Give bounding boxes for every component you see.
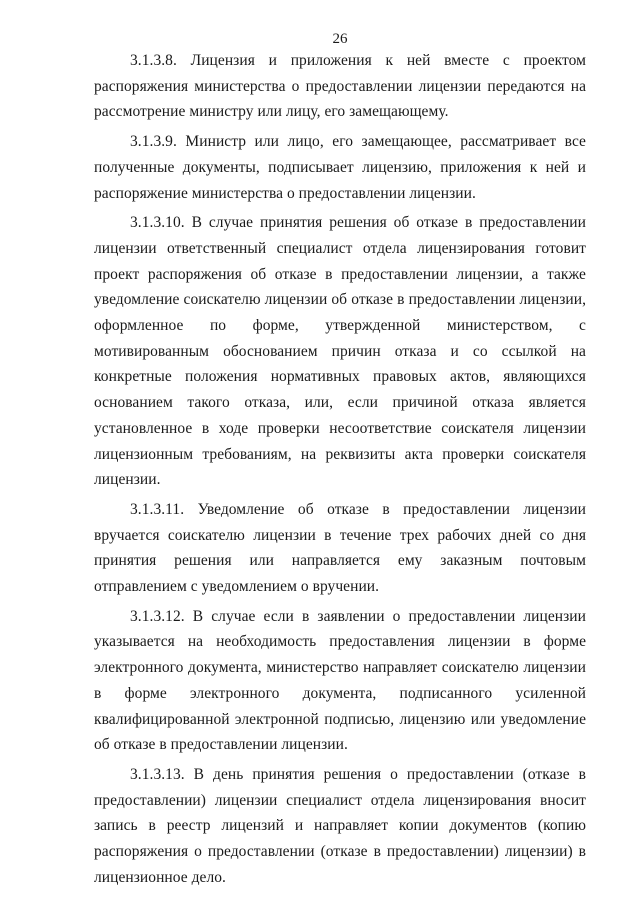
paragraph-3-1-3-10: 3.1.3.10. В случае принятия решения об отказе в предоставлении лицензии ответственный специалист отдела лицензирования готовит проект распоряжения об отказе в предоставлении лицензии, а также уведомление соискателю лицензии об отказе в предоставлении лицензии, оформленное по форме, утвержденной министерством, с мотивированным обоснованием причин отказа и со ссылкой на конкретные положения нормативных правовых актов, являющихся основанием такого отказа, или, если причиной отказа является установленное в ходе проверки несоответствие соискателя лицензии лицензионным требованиям, на реквизиты акта проверки соискателя лицензии. <box>94 214 586 489</box>
paragraph-3-1-3-13: 3.1.3.13. В день принятия решения о предоставлении (отказе в предоставлении) лицензии специалист отдела лицензирования вносит запись в реестр лицензий и направляет копии документов (копию распоряжения о предоставлении (отказе в предоставлении) лицензии) в лицензионное дело. <box>94 765 586 886</box>
document-body <box>94 48 586 895</box>
page-number: 26 <box>332 31 348 47</box>
paragraph-3-1-3-8: 3.1.3.8. Лицензия и приложения к ней вместе с проектом распоряжения министерства о предоставлении лицензии передаются на рассмотрение министру или лицу, его замещающему. <box>94 52 586 121</box>
paragraph-3-1-3-9: 3.1.3.9. Министр или лицо, его замещающее, рассматривает все полученные документы, подписывает лицензию, приложения к ней и распоряжение министерства о предоставлении лицензии. <box>94 133 586 202</box>
paragraph-3-1-3-11: 3.1.3.11. Уведомление об отказе в предоставлении лицензии вручается соискателю лицензии в течение трех рабочих дней со дня принятия решения или направляется ему заказным почтовым отправлением с уведомлением о вручении. <box>94 500 586 596</box>
paragraph-3-1-3-12: 3.1.3.12. В случае если в заявлении о предоставлении лицензии указывается на необходимость предоставления лицензии в форме электронного документа, министерство направляет соискателю лицензии в форме электронного документа, подписанного усиленной квалифицированной электронной подписью, лицензию или уведомление об отказе в предоставлении лицензии. <box>94 607 586 754</box>
